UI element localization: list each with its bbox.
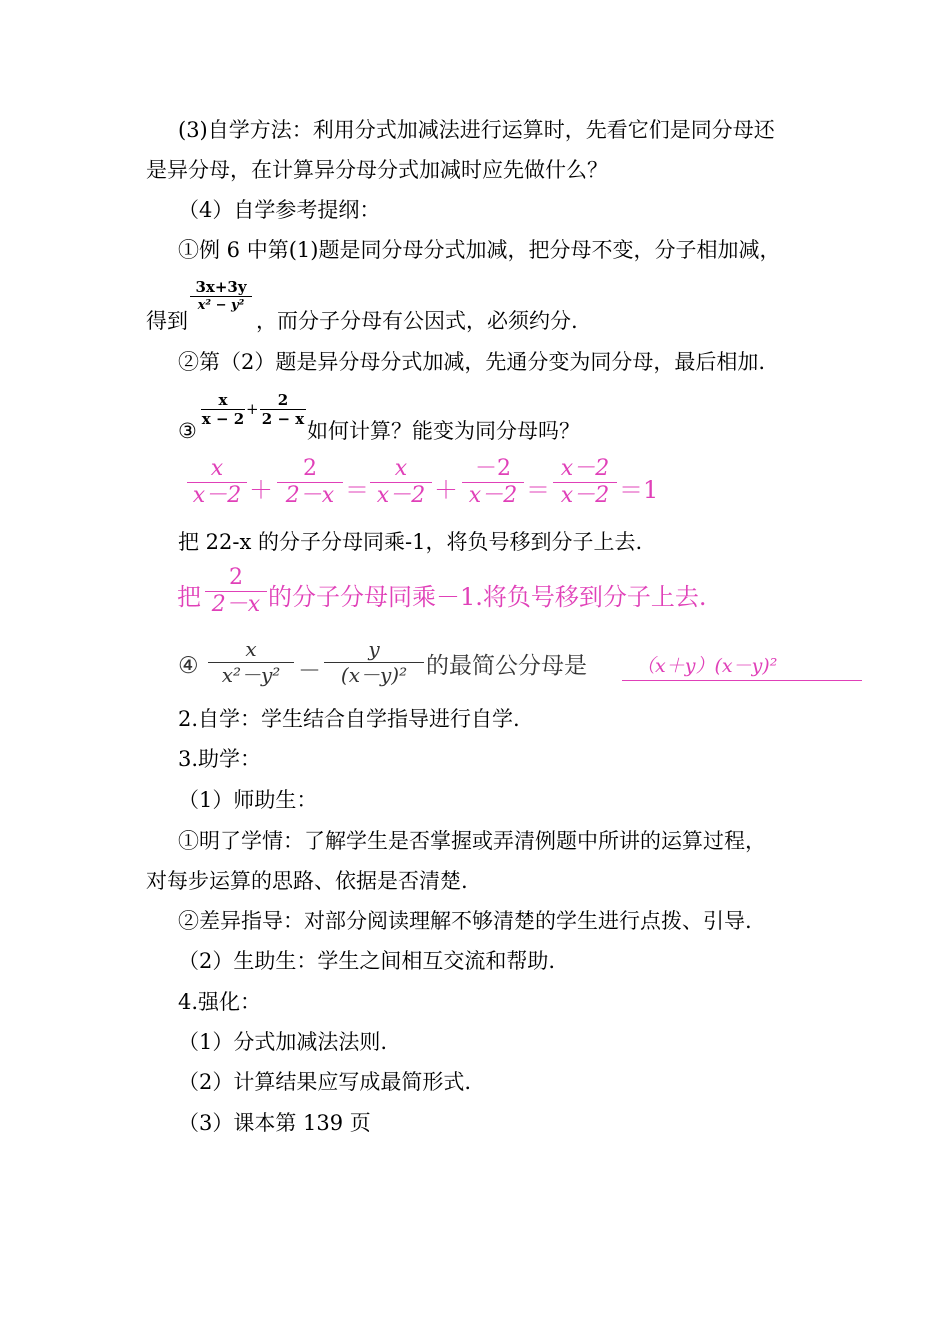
fraction-numerator: 2 (277, 391, 289, 409)
text-line-19: 4.强化： (178, 990, 262, 1014)
fraction-numerator: －2 (475, 456, 511, 481)
fraction-numerator: x (218, 391, 228, 409)
equals-sign: ＝ (526, 476, 550, 504)
fraction-2-over-2-minus-x (260, 391, 306, 428)
fraction-denominator: 2 − x (261, 410, 305, 428)
fraction-denominator: x－2 (560, 483, 610, 508)
text-line-14: （1）师助生： (178, 788, 318, 812)
text-line-12: 2.自学：学生结合自学指导进行自学. (178, 707, 520, 731)
minus-sign: － (298, 658, 321, 684)
text-line-7-prefix: ③ (178, 419, 197, 443)
text-line-5-prefix: 得到 (146, 309, 188, 333)
fraction-y-over-x-minus-y-squared (324, 637, 424, 688)
fraction-denominator: x²－y² (221, 663, 281, 687)
fraction-numerator: 2 (303, 456, 317, 481)
text-line-18: （2）生助生：学生之间相互交流和帮助. (178, 949, 556, 973)
fraction-denominator: x－2 (192, 483, 242, 508)
fraction-2-over-2-minus-x-hint (205, 565, 267, 618)
text-line-11-middle: 的最简公分母是 (426, 653, 587, 679)
fraction-numerator: y (368, 637, 380, 661)
fraction-denominator: x − 2 (201, 410, 245, 428)
text-line-21: （2）计算结果应写成最简形式. (178, 1070, 472, 1094)
plus-sign: + (246, 400, 259, 418)
fraction-numerator: x (245, 637, 257, 661)
fraction-x-over-x2-minus-y2 (208, 637, 294, 688)
fraction-numerator: 2 (229, 565, 243, 590)
fraction-numerator: 3x+3y (195, 278, 247, 296)
plus-sign: ＋ (249, 476, 273, 504)
fraction-denominator: 2－x (285, 483, 335, 508)
eq-fraction-2 (277, 456, 343, 509)
fraction-denominator: 2－x (211, 592, 261, 617)
plus-sign: ＋ (434, 476, 458, 504)
fraction-denominator: x－2 (376, 483, 426, 508)
fraction-numerator: x－2 (560, 456, 610, 481)
text-line-10-suffix: 的分子分母同乘－1.将负号移到分子上去. (268, 583, 707, 611)
text-line-15: ①明了学情：了解学生是否掌握或弄清例题中所讲的运算过程， (178, 829, 766, 853)
equation-result: ＝1 (619, 476, 659, 504)
fraction-denominator: (x－y)² (340, 663, 408, 687)
text-line-22: （3）课本第 139 页 (178, 1111, 371, 1135)
fraction-x-over-x-minus-2 (201, 391, 245, 428)
fraction-sum-over-diff-squares (190, 278, 252, 315)
eq-fraction-3 (370, 456, 432, 509)
fraction-denominator: x－2 (468, 483, 518, 508)
text-line-9: 把 22-x 的分子分母同乘-1，将负号移到分子上去. (178, 530, 643, 554)
text-line-5-suffix: ，而分子分母有公因式，必须约分. (256, 309, 578, 333)
equals-sign: ＝ (345, 476, 369, 504)
text-line-13: 3.助学： (178, 747, 262, 771)
text-line-16: 对每步运算的思路、依据是否清楚. (146, 869, 468, 893)
text-line-3: （4）自学参考提纲： (178, 198, 381, 222)
text-line-4: ①例 6 中第(1)题是同分母分式加减，把分母不变，分子相加减， (178, 238, 781, 262)
answer-blank: （x＋y）(x－y)² (622, 652, 862, 681)
eq-fraction-5 (553, 456, 617, 509)
text-line-20: （1）分式加减法法则. (178, 1030, 388, 1054)
text-line-10-prefix: 把 (177, 583, 201, 611)
fraction-numerator: x (210, 456, 224, 481)
text-line-2: 是异分母，在计算异分母分式加减时应先做什么？ (146, 158, 608, 182)
text-line-6: ②第（2）题是异分母分式加减，先通分变为同分母，最后相加. (178, 350, 766, 374)
eq-fraction-1 (187, 456, 247, 509)
eq-fraction-4 (462, 456, 524, 509)
text-line-1: (3)自学方法：利用分式加减法进行运算时，先看它们是同分母还 (178, 118, 775, 142)
fraction-numerator: x (394, 456, 408, 481)
fraction-denominator: x² − y² (197, 298, 245, 313)
text-line-11-prefix: ④ (178, 653, 199, 679)
text-line-17: ②差异指导：对部分阅读理解不够清楚的学生进行点拨、引导. (178, 909, 752, 933)
text-line-7-suffix: 如何计算？能变为同分母吗？ (307, 419, 580, 443)
